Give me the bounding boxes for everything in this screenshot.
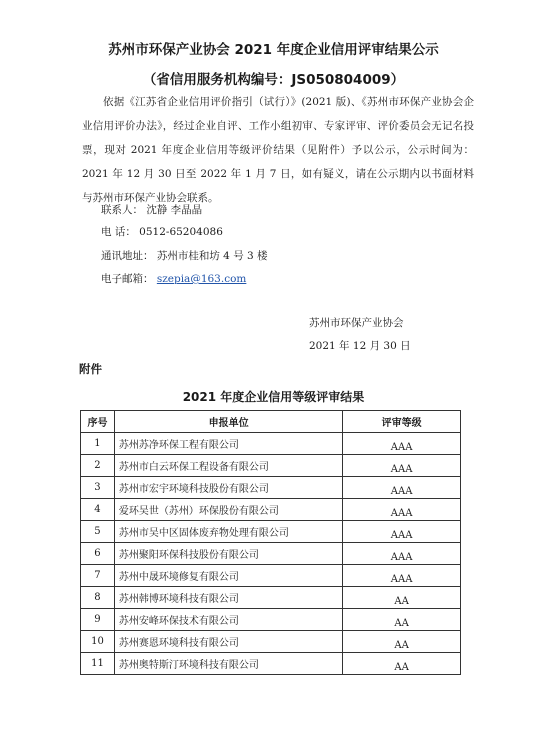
company-name: 苏州赛恩环境科技有限公司 bbox=[114, 631, 342, 653]
table-row bbox=[81, 565, 461, 587]
contact-persons: 联系人： 沈静 李晶晶 bbox=[101, 204, 203, 216]
table-row bbox=[81, 433, 461, 455]
row-number: 11 bbox=[81, 653, 115, 675]
company-name: 苏州市白云环保工程设备有限公司 bbox=[114, 455, 342, 477]
announcement-paragraph: 依据《江苏省企业信用评价指引（试行）》(2021 版)、《苏州市环保产业协会企业信用评价办法》，经过企业自评、工作小组初审、专家评审、评价委员会无记名投票，现对 2021 年度企业信用等级评价结果（见附件）予以公示，公示时间为：2021 年 12 月 30 日至 2022 年 1 月 7 日，如有疑义，请在公示期内以书面材料与苏州市环保产业协会联系。 bbox=[82, 96, 474, 204]
company-name: 苏州苏净环保工程有限公司 bbox=[114, 433, 342, 455]
credit-grade: AAA bbox=[343, 565, 461, 587]
table-title: 2021 年度企业信用等级评审结果 bbox=[182, 390, 365, 404]
issuer-name: 苏州市环保产业协会 bbox=[309, 317, 404, 329]
company-name: 苏州安峰环保技术有限公司 bbox=[114, 609, 342, 631]
table-row bbox=[81, 609, 461, 631]
issue-date: 2021 年 12 月 30 日 bbox=[309, 340, 411, 352]
credit-grade: AAA bbox=[343, 521, 461, 543]
credit-grade: AA bbox=[343, 653, 461, 675]
document-title: 苏州市环保产业协会 2021 年度企业信用评审结果公示 bbox=[108, 42, 439, 58]
row-number: 7 bbox=[81, 565, 115, 587]
phone-number: 电 话： 0512-65204086 bbox=[101, 226, 223, 238]
company-name: 苏州聚阳环保科技股份有限公司 bbox=[114, 543, 342, 565]
email-label: 电子邮箱： bbox=[101, 273, 157, 285]
credit-grade: AA bbox=[343, 587, 461, 609]
company-name: 苏州奥特斯汀环境科技有限公司 bbox=[114, 653, 342, 675]
row-number: 4 bbox=[81, 499, 115, 521]
credit-grade: AA bbox=[343, 609, 461, 631]
company-name: 苏州市宏宇环境科技股份有限公司 bbox=[114, 477, 342, 499]
company-name: 苏州韩博环境科技有限公司 bbox=[114, 587, 342, 609]
header-grade: 评审等级 bbox=[343, 411, 461, 433]
mailing-address: 通讯地址： 苏州市桂和坊 4 号 3 楼 bbox=[101, 250, 268, 262]
table-row bbox=[81, 631, 461, 653]
results-table bbox=[80, 410, 461, 675]
attachment-label: 附件 bbox=[79, 362, 102, 376]
table-row bbox=[81, 587, 461, 609]
document-subtitle: （省信用服务机构编号：JS050804009） bbox=[142, 72, 405, 88]
credit-grade: AAA bbox=[343, 543, 461, 565]
table-row bbox=[81, 477, 461, 499]
row-number: 2 bbox=[81, 455, 115, 477]
credit-grade: AAA bbox=[343, 477, 461, 499]
header-unit: 申报单位 bbox=[114, 411, 342, 433]
row-number: 5 bbox=[81, 521, 115, 543]
header-number: 序号 bbox=[81, 411, 115, 433]
row-number: 9 bbox=[81, 609, 115, 631]
row-number: 6 bbox=[81, 543, 115, 565]
email-line bbox=[101, 271, 246, 286]
table-header-row bbox=[81, 411, 461, 433]
company-name: 苏州中晟环境修复有限公司 bbox=[114, 565, 342, 587]
credit-grade: AAA bbox=[343, 499, 461, 521]
row-number: 1 bbox=[81, 433, 115, 455]
row-number: 10 bbox=[81, 631, 115, 653]
table-row bbox=[81, 455, 461, 477]
table-row bbox=[81, 499, 461, 521]
row-number: 8 bbox=[81, 587, 115, 609]
table-row bbox=[81, 653, 461, 675]
email-link[interactable]: szepia@163.com bbox=[156, 273, 247, 285]
company-name: 爱环吴世（苏州）环保股份有限公司 bbox=[114, 499, 342, 521]
table-row bbox=[81, 521, 461, 543]
row-number: 3 bbox=[81, 477, 115, 499]
credit-grade: AA bbox=[343, 631, 461, 653]
credit-grade: AAA bbox=[343, 433, 461, 455]
credit-grade: AAA bbox=[343, 455, 461, 477]
table-row bbox=[81, 543, 461, 565]
company-name: 苏州市吴中区固体废弃物处理有限公司 bbox=[114, 521, 342, 543]
